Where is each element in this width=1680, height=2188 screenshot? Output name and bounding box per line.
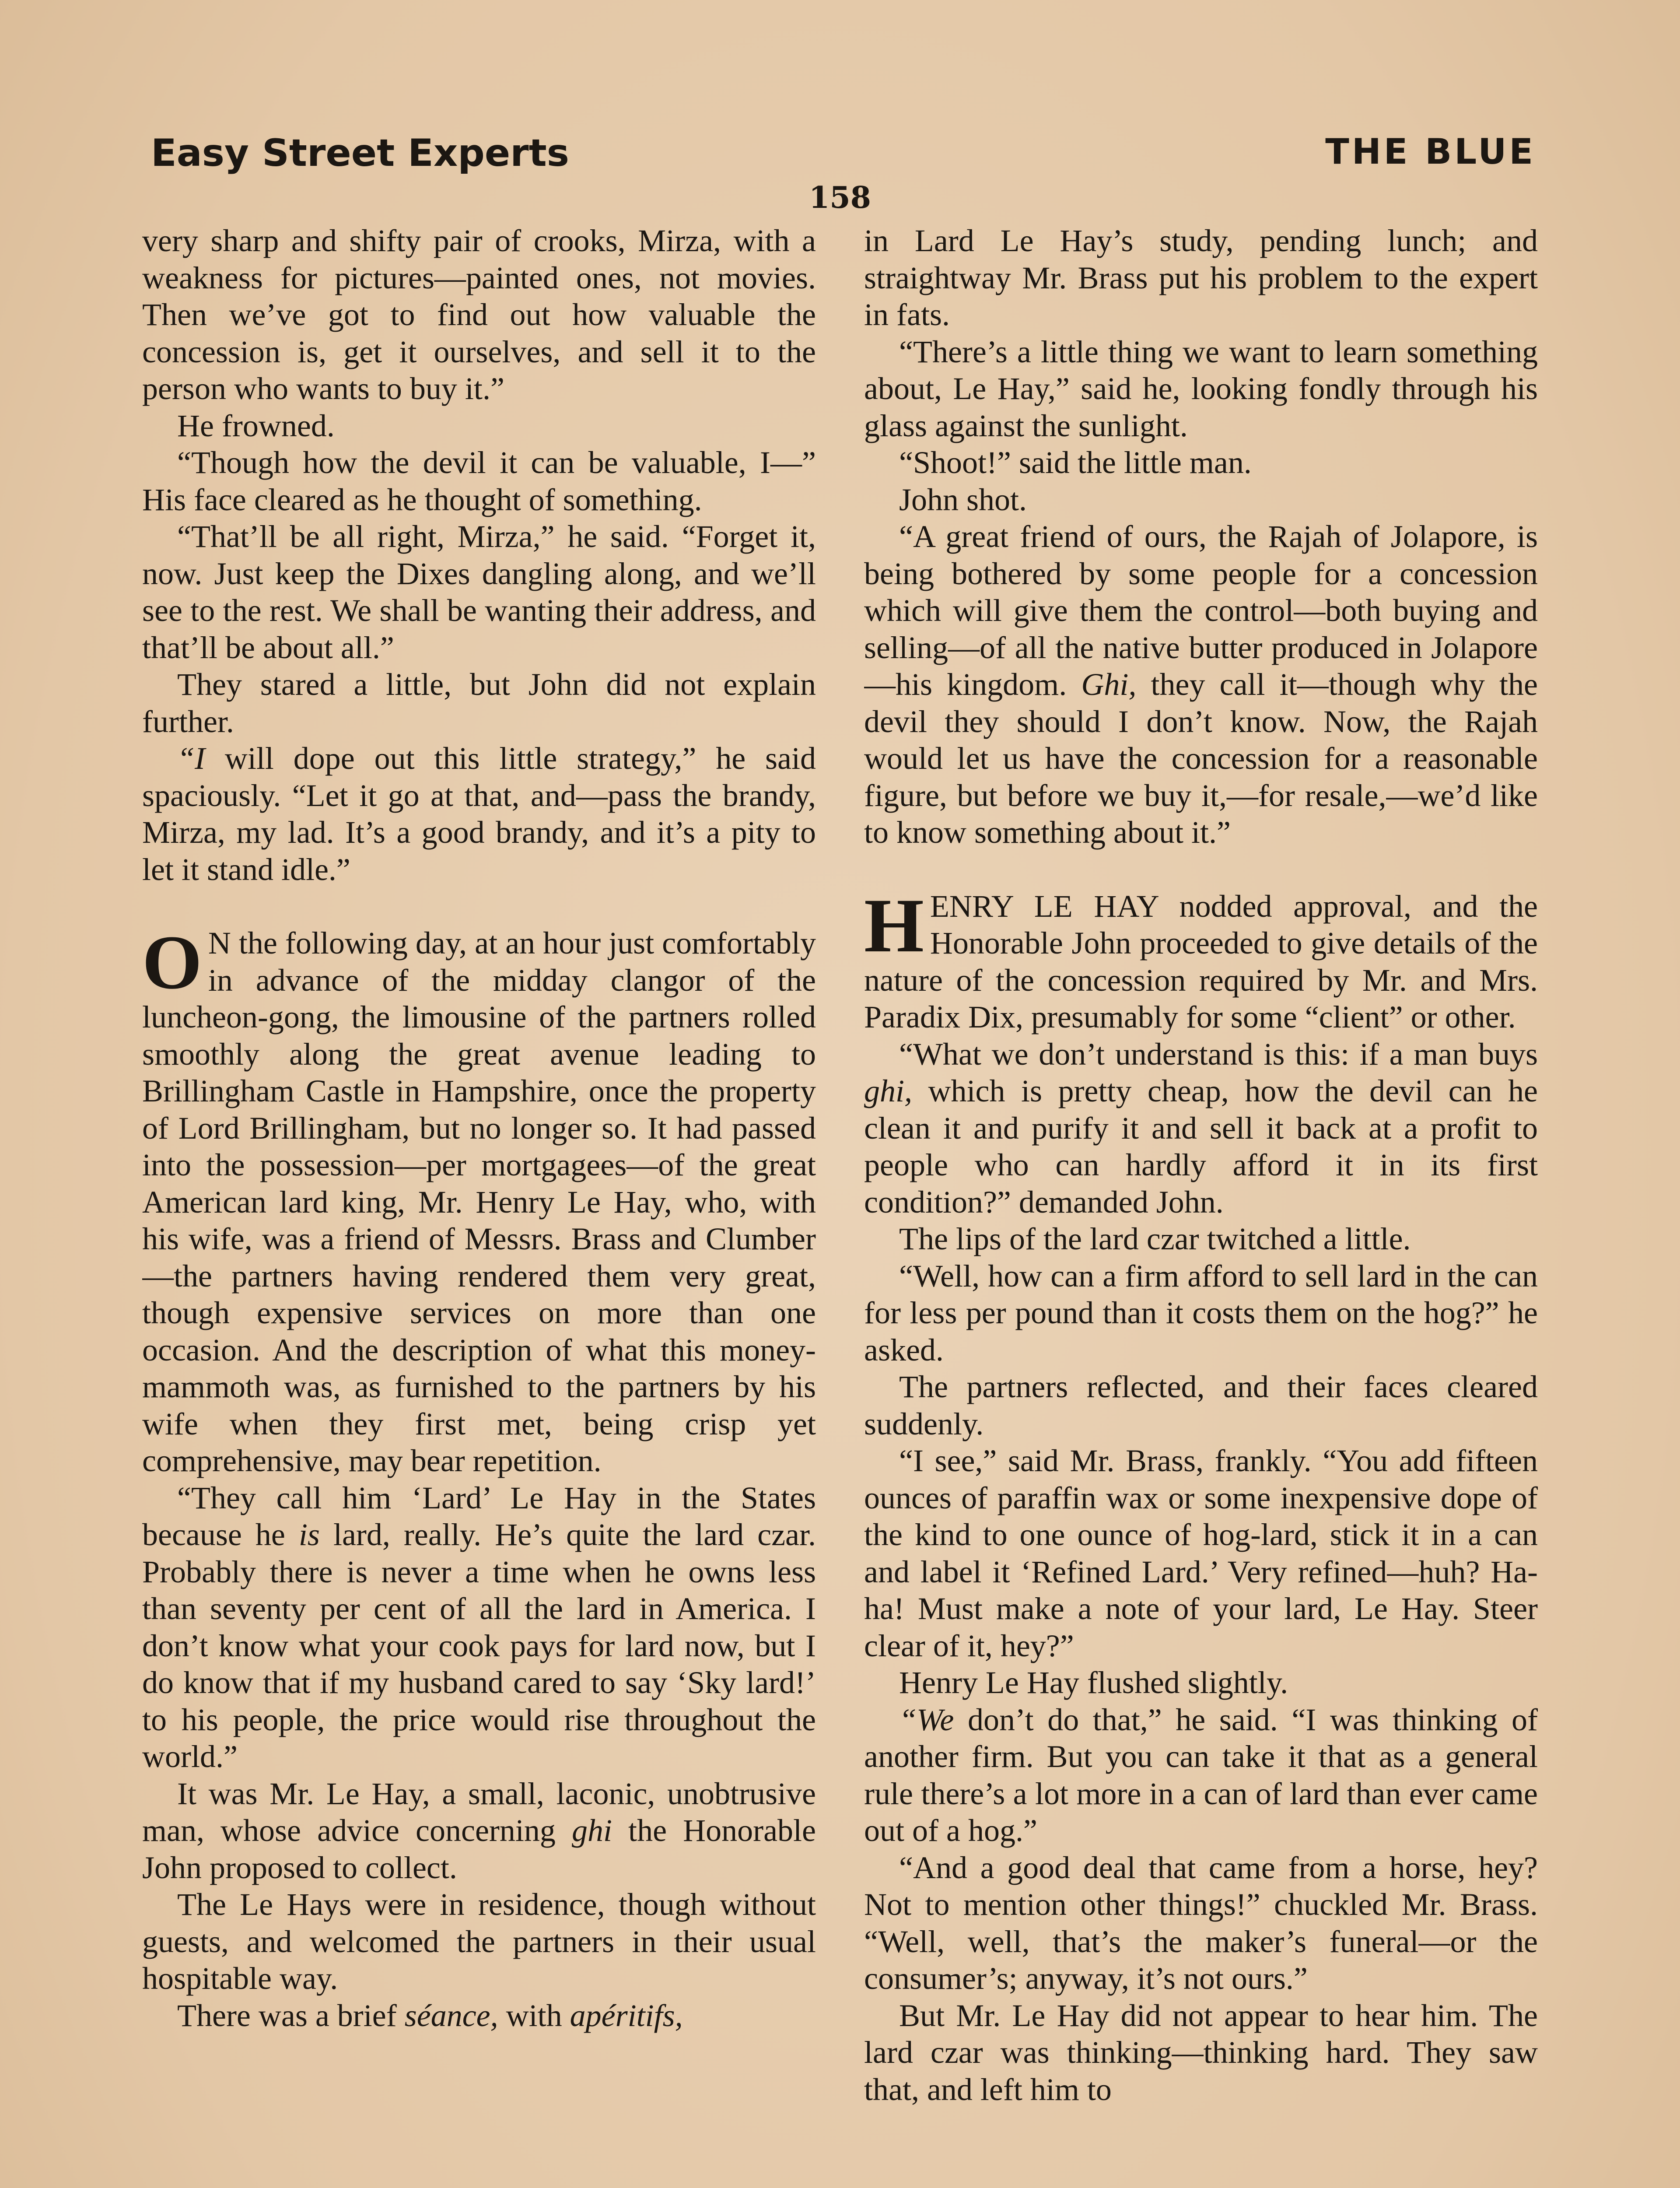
paragraph (142, 740, 816, 888)
paragraph: He frowned. (177, 408, 335, 443)
paragraph (864, 1701, 1538, 1849)
paragraph: “And a good deal that came from a horse, hey? Not to mention other things!” chuckled Mr. Brass. “Well, well, that’s the maker’s funeral—or the consumer’s; anyway, it’s not ours.” (864, 1850, 1538, 1996)
italic-text: “I (177, 741, 206, 776)
paragraph (864, 518, 1538, 851)
text: It was Mr. Le Hay, a small, laconic, unobtrusive man, whose advice concerning (142, 1776, 816, 1848)
italic-text: ghi, (864, 1073, 913, 1108)
text: “They call him ‘Lard’ Le Hay in the States because he (142, 1480, 816, 1552)
section-opening-paragraph (142, 920, 816, 1480)
paragraph: They stared a little, but John did not explain further. (142, 667, 816, 739)
text: the Honorable John proposed to collect. (142, 1813, 816, 1885)
italic-text: Ghi, (1081, 667, 1137, 702)
paragraph (142, 1997, 816, 2034)
paragraph: “I see,” said Mr. Brass, frankly. “You add fifteen ounces of paraffin wax or some inexpensive dope of the kind to one ounce of hog-lard, stick it in a can and label it ‘Refined Lard.’ Very refined—huh? Ha-ha! Must make a note of your lard, Le Hay. Steer clear of it, hey?” (864, 1443, 1538, 1663)
magazine-title: THE BLUE (1325, 131, 1536, 172)
drop-cap: O (142, 920, 202, 1005)
text: “A great friend of ours, the Rajah of Jolapore, is being bothered by some people for a concession which will give them the control—both buying and selling—of all the native butter produced in Jolapore—his kingdom. (864, 519, 1538, 702)
italic-text: is (298, 1517, 320, 1552)
section-opening-paragraph (864, 883, 1538, 1036)
paragraph: But Mr. Le Hay did not appear to hear him. The lard czar was thinking—thinking hard. They saw that, and left him to (864, 1998, 1538, 2107)
text: “What we don’t understand is this: if a man buys (899, 1036, 1538, 1072)
paragraph: The lips of the lard czar twitched a little. (899, 1221, 1411, 1256)
paragraph: Henry Le Hay flushed slightly. (899, 1665, 1288, 1700)
paragraph: John shot. (899, 482, 1027, 517)
drop-cap: H (864, 883, 924, 968)
page-number: 158 (809, 180, 871, 215)
paragraph (864, 1036, 1538, 1221)
text: which is pretty cheap, how the devil can he clean it and purify it and sell it back at a profit to people who can hardly afford it in its first condition?” demanded John. (864, 1073, 1538, 1220)
left-column (142, 222, 816, 2188)
running-header (151, 131, 1536, 184)
text: There was a brief (177, 1998, 405, 2033)
text: don’t do that,” he said. “I was thinking of another firm. But you can take it that as a general rule there’s a lot more in a can of lard than ever came out of a hog.” (864, 1702, 1538, 1848)
italic-text: séance, (404, 1998, 498, 2033)
text: ENRY LE HAY nodded approval, and the Honorable John proceeded to give details of the nature of the concession required by Mr. and Mrs. Paradix Dix, presumably for some “client” or other. (864, 888, 1538, 1034)
story-title: Easy Street Experts (151, 131, 569, 175)
paragraph: The Le Hays were in residence, though without guests, and welcomed the partners in their usual hospitable way. (142, 1887, 816, 1996)
text: will dope out this little strategy,” he said spaciously. “Let it go at that, and—pass the brandy, Mirza, my lad. It’s a good brandy, and it’s a pity to let it stand idle.” (142, 741, 816, 887)
paragraph: in Lard Le Hay’s study, pending lunch; and straightway Mr. Brass put his problem to the expert in fats. (864, 223, 1538, 332)
italic-text: apéritifs, (570, 1998, 683, 2033)
text: with (498, 1998, 570, 2033)
text: N the following day, at an hour just comfortably in advance of the midday clangor of the luncheon-gong, the limousine of the partners rolled smoothly along the great avenue leading to Brillingham Castle in Hampshire, once the property of Lord Brillingham, but no longer so. It had passed into the possession—per mortgagees—of the great American lard king, Mr. Henry Le Hay, who, with his wife, was a friend of Messrs. Brass and Clumber—the partners having rendered them very great, though expensive services on more than one occasion. And the description of what this money-mammoth was, as furnished to the partners by his wife when they first met, being crisp yet comprehensive, may bear repetition. (142, 926, 816, 1478)
text: lard, really. He’s quite the lard czar. Probably there is never a time when he owns less than seventy per cent of all the lard in America. I don’t know what your cook pays for lard now, but I do know that if my husband cared to say ‘Sky lard!’ to his people, the price would rise throughout the world.” (142, 1517, 816, 1774)
paragraph: “Shoot!” said the little man. (899, 445, 1252, 480)
paragraph: “Well, how can a firm afford to sell lard in the can for less per pound than it costs them on the hog?” he asked. (864, 1258, 1538, 1368)
text: they call it—though why the devil they should I don’t know. Now, the Rajah would let us have the concession for a reasonable figure, but before we buy it,—for resale,—we’d like to know something about it.” (864, 667, 1538, 850)
paragraph (142, 1775, 816, 1886)
paragraph: “There’s a little thing we want to learn something about, Le Hay,” said he, looking fondly through his glass against the sunlight. (864, 334, 1538, 443)
right-column (864, 222, 1538, 2188)
paragraph: “That’ll be all right, Mirza,” he said. “Forget it, now. Just keep the Dixes dangling along, and we’ll see to the rest. We shall be wanting their address, and that’ll be about all.” (142, 519, 816, 665)
italic-text: ghi (571, 1813, 612, 1848)
paragraph (142, 1480, 816, 1775)
italic-text: “We (899, 1702, 954, 1737)
paragraph: “Though how the devil it can be valuable, I—” His face cleared as he thought of something. (142, 445, 816, 517)
paragraph: The partners reflected, and their faces cleared suddenly. (864, 1369, 1538, 1441)
paragraph: very sharp and shifty pair of crooks, Mirza, with a weakness for pictures—painted ones, not movies. Then we’ve got to find out how valuable the concession is, get it ourselves, and sell it to the person who wants to buy it.” (142, 223, 816, 406)
